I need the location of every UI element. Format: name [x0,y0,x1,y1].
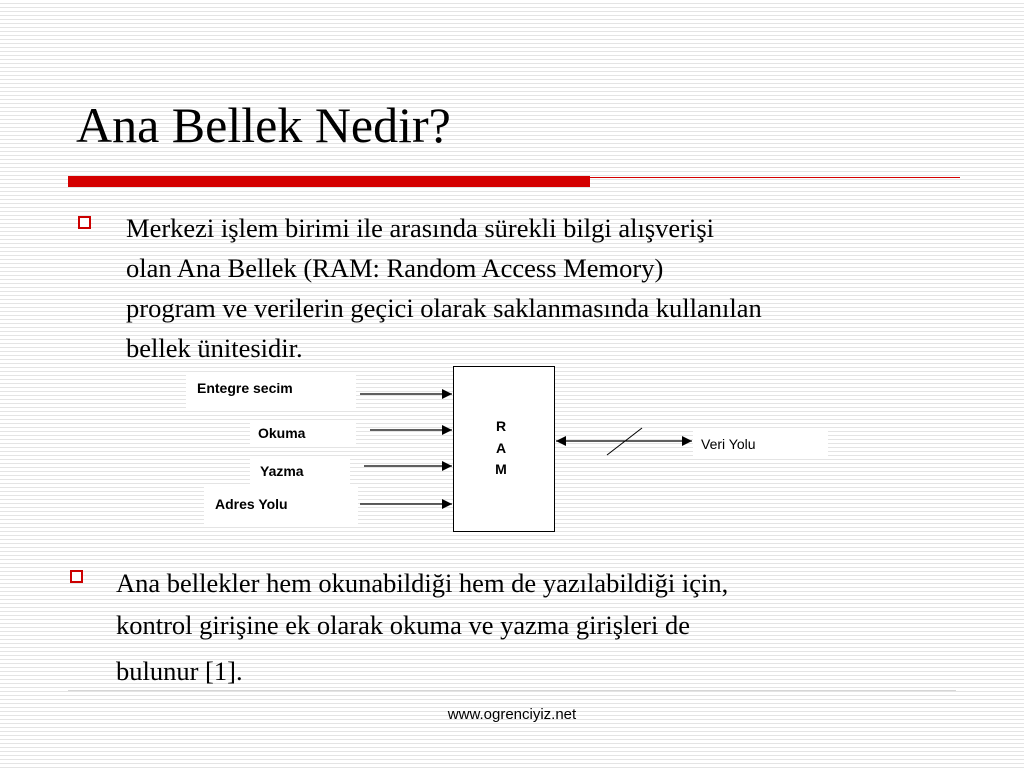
paragraph-2 [116,562,956,692]
label-entegre-secim: Entegre secim [186,374,356,410]
ram-letter-a: A [495,440,507,456]
label-okuma: Okuma [250,420,356,444]
paragraph-1-line: program ve verilerin geçici olarak saklanmasında kullanılan [126,293,762,323]
paragraph-1-line: olan Ana Bellek (RAM: Random Access Memory) [126,253,664,283]
paragraph-2-line: kontrol girişine ek olarak okuma ve yazma girişleri de [116,610,690,640]
bullet-icon [70,570,83,583]
paragraph-2-line: bulunur [1]. [116,656,243,686]
paragraph-1-line: bellek ünitesidir. [126,333,303,363]
label-veri-yolu: Veri Yolu [693,430,828,456]
label-yazma: Yazma [250,456,350,484]
footer-rule [68,690,956,691]
ram-letter-r: R [495,418,507,434]
slide-title: Ana Bellek Nedir? [76,97,451,153]
label-adres-yolu: Adres Yolu [204,486,358,524]
paragraph-1-line: Merkezi işlem birimi ile arasında sürekli bilgi alışverişi [126,213,715,243]
ram-letter-m: M [495,461,507,477]
footer-url: www.ogrenciyiz.net [447,706,577,723]
paragraph-2-line: Ana bellekler hem okunabildiği hem de yazılabildiği için, [116,568,729,598]
